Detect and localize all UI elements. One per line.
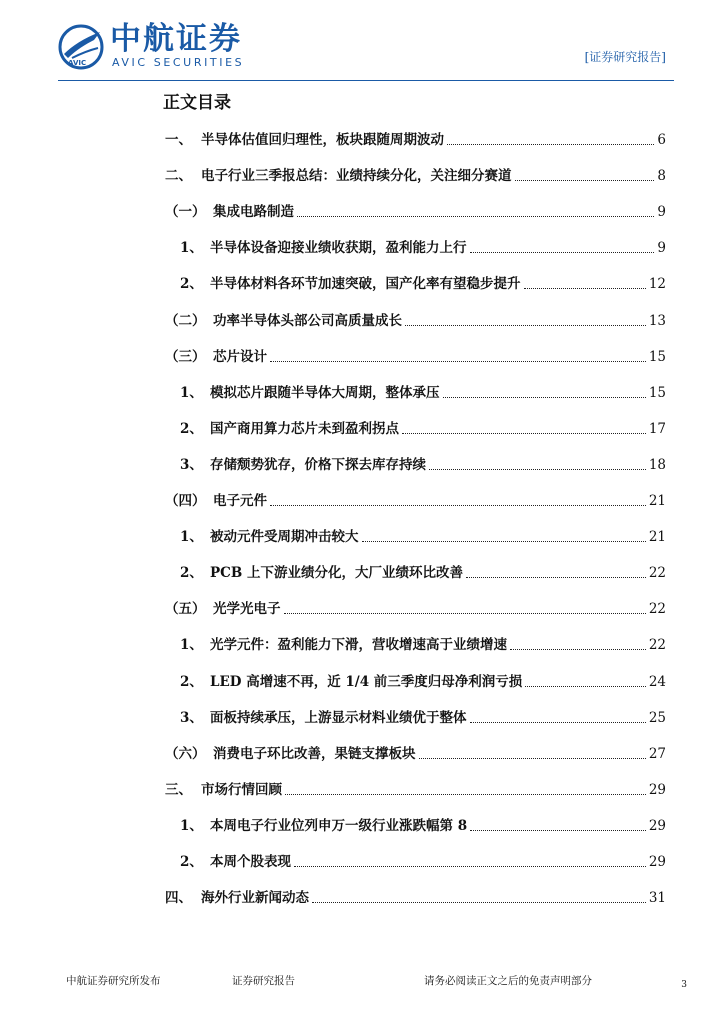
toc-entry-title: 被动元件受周期冲击较大 <box>210 529 359 546</box>
toc-entry-number: 3、 <box>180 456 203 473</box>
toc-entry-title: 半导体材料各环节加速突破，国产化率有望稳步提升 <box>210 276 521 293</box>
toc-entry-number: 2、 <box>180 565 203 582</box>
toc-leader-dots <box>362 541 646 542</box>
toc-leader-dots <box>525 686 646 687</box>
toc-leader-dots <box>443 397 646 398</box>
toc-entry-title: 市场行情回顾 <box>201 781 282 798</box>
toc-entry-number: 1、 <box>180 529 203 546</box>
footer-disclaimer-note: 请务必阅读正文之后的免责声明部分 <box>424 975 592 987</box>
toc-entry-number: （一） <box>165 204 206 221</box>
toc-entry-page: 22 <box>648 637 666 654</box>
toc-entry-number: 2、 <box>180 673 203 690</box>
toc-entry-number: 1、 <box>180 637 203 654</box>
toc-entry-page: 9 <box>657 204 666 221</box>
toc-leader-dots <box>270 505 646 506</box>
toc-entry-number: （四） <box>165 493 206 509</box>
toc-entry-page: 15 <box>648 384 666 401</box>
header-divider <box>58 80 674 81</box>
toc-entry[interactable] <box>180 455 666 475</box>
toc-entry[interactable] <box>180 563 666 583</box>
toc-entry[interactable] <box>180 635 666 655</box>
toc-leader-dots <box>510 649 646 650</box>
page-footer <box>0 970 724 1000</box>
toc-leader-dots <box>297 216 654 217</box>
toc-entry-number: 1、 <box>180 817 203 834</box>
toc-leader-dots <box>447 144 654 145</box>
toc-entry-title: 光学元件：盈利能力下滑，营收增速高于业绩增速 <box>210 637 507 654</box>
svg-text:AVIC: AVIC <box>68 59 87 67</box>
toc-entry[interactable] <box>180 852 666 872</box>
toc-entry[interactable] <box>165 130 666 150</box>
toc-entry-page: 17 <box>648 420 666 437</box>
toc-entry-title: 海外行业新闻动态 <box>201 890 309 907</box>
toc-entry[interactable] <box>180 527 666 547</box>
toc-entry-page: 15 <box>648 348 666 365</box>
toc-entry-number: 2、 <box>180 420 203 437</box>
footer-report-type: 证券研究报告 <box>232 975 295 987</box>
toc-entry-number: 3、 <box>180 709 203 726</box>
toc-entry-page: 29 <box>648 817 666 834</box>
toc-entry-number: 1、 <box>180 384 203 401</box>
toc-entry[interactable] <box>180 419 666 439</box>
toc-title: 正文目录 <box>163 93 231 113</box>
toc-leader-dots <box>515 180 655 181</box>
toc-leader-dots <box>402 433 646 434</box>
toc-entry-page: 21 <box>648 529 666 546</box>
toc-entry-number: 1、 <box>180 240 203 257</box>
toc-entry[interactable] <box>165 166 666 186</box>
toc-leader-dots <box>284 613 646 614</box>
toc-entry-title: 电子行业三季报总结：业绩持续分化，关注细分赛道 <box>201 168 512 185</box>
toc-entry[interactable] <box>165 599 666 619</box>
toc-leader-dots <box>312 902 646 903</box>
toc-entry-title: 半导体估值回归理性，板块跟随周期波动 <box>201 132 444 148</box>
report-type-tag: [证券研究报告] <box>584 50 666 64</box>
page-header <box>0 0 724 82</box>
toc-leader-dots <box>466 577 646 578</box>
toc-entry-number: （三） <box>165 348 206 365</box>
toc-entry-title: 光学光电子 <box>213 601 281 618</box>
toc-leader-dots <box>419 758 646 759</box>
toc-leader-dots <box>470 252 655 253</box>
toc-entry-number: 四、 <box>165 890 192 907</box>
toc-entry-title: 消费电子环比改善，果链支撑板块 <box>213 745 416 762</box>
toc-entry-number: 2、 <box>180 276 203 293</box>
avic-logo-icon <box>58 24 104 70</box>
toc-entry-title: 面板持续承压，上游显示材料业绩优于整体 <box>210 709 467 726</box>
toc-entry-page: 31 <box>648 890 666 907</box>
toc-entry-page: 12 <box>648 276 666 293</box>
toc-leader-dots <box>470 722 646 723</box>
toc-entry[interactable] <box>165 780 666 800</box>
toc-entry-page: 9 <box>657 240 666 257</box>
toc-leader-dots <box>285 794 646 795</box>
toc-entry[interactable] <box>165 311 666 331</box>
toc-entry-title: 国产商用算力芯片未到盈利拐点 <box>210 420 399 437</box>
toc-entry-page: 29 <box>648 854 666 870</box>
toc-entry-page: 24 <box>648 673 666 690</box>
toc-entry-title: 芯片设计 <box>213 348 267 365</box>
toc-entry[interactable] <box>165 888 666 908</box>
toc-entry[interactable] <box>180 672 666 692</box>
toc-entry-page: 22 <box>648 601 666 618</box>
toc-entry-title: 本周个股表现 <box>210 854 291 870</box>
toc-leader-dots <box>270 361 646 362</box>
toc-entry[interactable] <box>165 744 666 764</box>
toc-entry-page: 27 <box>648 745 666 762</box>
toc-entry[interactable] <box>165 347 666 367</box>
toc-entry-title: 模拟芯片跟随半导体大周期，整体承压 <box>210 384 440 401</box>
toc-entry[interactable] <box>165 491 666 511</box>
toc-entry-page: 6 <box>657 132 666 148</box>
toc-leader-dots <box>470 830 646 831</box>
toc-entry-title: 功率半导体头部公司高质量成长 <box>213 312 402 329</box>
toc-entry-page: 18 <box>648 456 666 473</box>
toc-entry-title: 半导体设备迎接业绩收获期，盈利能力上行 <box>210 240 467 257</box>
toc-entry-page: 22 <box>648 565 666 582</box>
toc-entry-number: 一、 <box>165 132 192 148</box>
toc-entry-number: 二、 <box>165 168 192 185</box>
toc-entry-number: （六） <box>165 745 206 762</box>
toc-entry[interactable] <box>180 238 666 258</box>
page-number: 3 <box>681 980 687 990</box>
toc-entry-title: PCB 上下游业绩分化，大厂业绩环比改善 <box>210 565 464 582</box>
footer-publisher: 中航证券研究所发布 <box>66 975 161 987</box>
toc-entry-number: 2、 <box>180 854 203 870</box>
logo-chinese-name: 中航证券 <box>110 21 242 57</box>
toc-entry-title: 电子元件 <box>213 493 267 509</box>
logo-english-name: AVIC SECURITIES <box>112 56 245 69</box>
toc-leader-dots <box>524 288 646 289</box>
toc-entry-page: 25 <box>648 709 666 726</box>
toc-entry-page: 21 <box>648 493 666 509</box>
toc-entry[interactable] <box>180 274 666 294</box>
toc-entry-number: （五） <box>165 601 206 618</box>
toc-entry[interactable] <box>180 816 666 836</box>
toc-leader-dots <box>429 469 646 470</box>
toc-entry-number: （二） <box>165 312 206 329</box>
toc-entry[interactable] <box>180 708 666 728</box>
toc-leader-dots <box>405 325 646 326</box>
toc-entry-number: 三、 <box>165 781 192 798</box>
toc-entry-title: 本周电子行业位列申万一级行业涨跌幅第 8 <box>210 817 468 834</box>
toc-leader-dots <box>294 866 646 867</box>
toc-entry-title: LED 高增速不再，近 1/4 前三季度归母净利润亏损 <box>210 673 523 690</box>
toc-entry-page: 29 <box>648 781 666 798</box>
toc-entry-title: 存储颓势犹存，价格下探去库存持续 <box>210 456 426 473</box>
toc-entry[interactable] <box>165 202 666 222</box>
toc-entry-page: 8 <box>657 168 666 185</box>
toc-entry-page: 13 <box>648 312 666 329</box>
toc-entry[interactable] <box>180 383 666 403</box>
toc-entry-title: 集成电路制造 <box>213 204 294 221</box>
